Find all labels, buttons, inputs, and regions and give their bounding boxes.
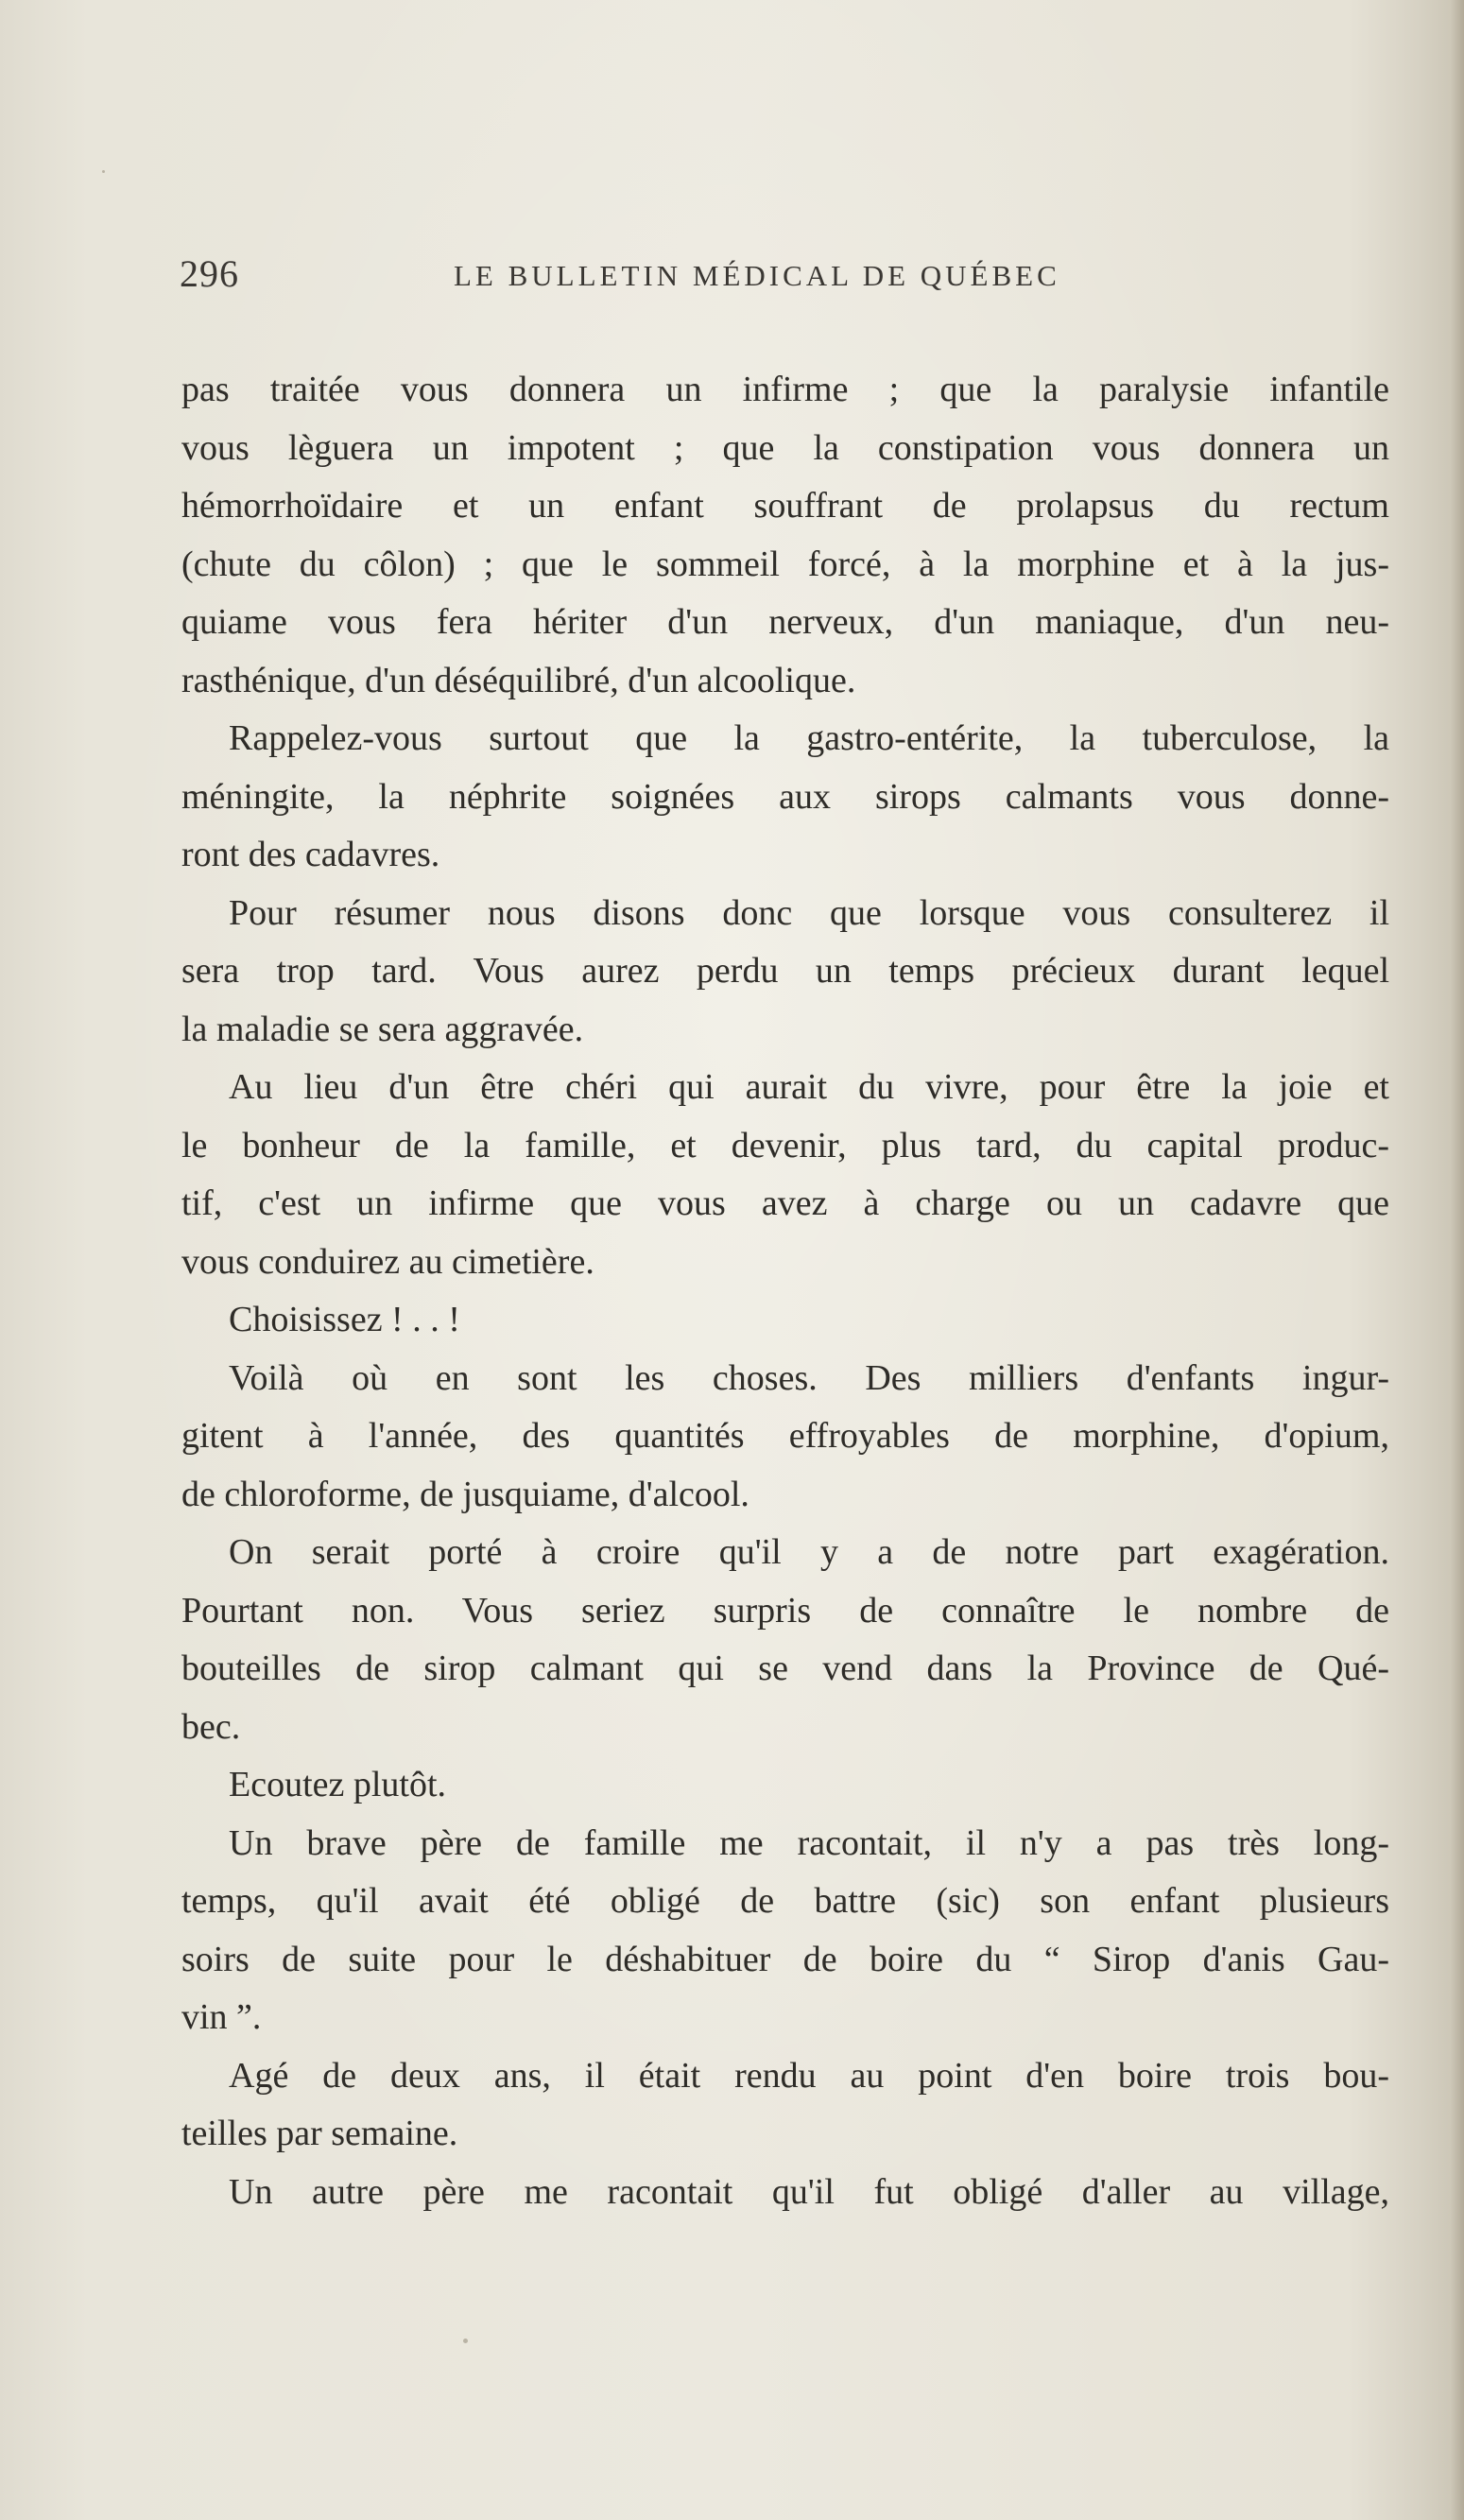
text-line: bouteilles de sirop calmant qui se vend dans la Province de Qué- [181, 1648, 1389, 1688]
text-line: Pourtant non. Vous seriez surpris de connaître le nombre de [181, 1590, 1389, 1631]
text-line: On serait porté à croire qu'il y a de notre part exagération. [229, 1532, 1389, 1572]
text-line: méningite, la néphrite soignées aux sirops calmants vous donne- [181, 776, 1389, 817]
text-line: temps, qu'il avait été obligé de battre (sic) son enfant plusieurs [181, 1881, 1389, 1921]
running-title: LE BULLETIN MÉDICAL DE QUÉBEC [454, 259, 1060, 292]
text-line: le bonheur de la famille, et devenir, plus tard, du capital produc- [181, 1125, 1389, 1165]
page-number: 296 [180, 252, 239, 295]
text-line: Pour résumer nous disons donc que lorsque vous consulterez il [229, 892, 1389, 933]
text-line: Au lieu d'un être chéri qui aurait du vivre, pour être la joie et [229, 1067, 1389, 1107]
text-line: hémorrhoïdaire et un enfant souffrant de prolapsus du rectum [181, 486, 1389, 526]
text-line: soirs de suite pour le déshabituer de boire du “ Sirop d'anis Gau- [181, 1939, 1389, 1979]
text-line: tif, c'est un infirme que vous avez à charge ou un cadavre que [181, 1183, 1389, 1223]
text-line: Agé de deux ans, il était rendu au point d'en boire trois bou- [229, 2055, 1389, 2096]
text-line: (chute du côlon) ; que le sommeil forcé, à la morphine et à la jus- [181, 544, 1389, 584]
text-line: Choisissez ! . . ! [229, 1300, 460, 1339]
text-line: quiame vous fera hériter d'un nerveux, d'un maniaque, d'un neu- [181, 602, 1389, 642]
text-line: Un brave père de famille me racontait, il n'y a pas très long- [229, 1822, 1389, 1863]
body-text [181, 361, 1389, 2221]
text-line: rasthénique, d'un déséquilibré, d'un alcoolique. [181, 660, 856, 700]
text-line: de chloroforme, de jusquiame, d'alcool. [181, 1474, 749, 1514]
text-line: vous lèguera un impotent ; que la constipation vous donnera un [181, 427, 1389, 468]
paper-speck [463, 2339, 468, 2343]
paper-speck [102, 170, 105, 173]
text-line: pas traitée vous donnera un infirme ; que la paralysie infantile [181, 370, 1389, 409]
text-line: Ecoutez plutôt. [229, 1765, 447, 1804]
text-line: teilles par semaine. [181, 2114, 458, 2153]
text-line: vin ”. [181, 1997, 262, 2037]
text-line: la maladie se sera aggravée. [181, 1009, 584, 1049]
text-line: bec. [181, 1706, 241, 1747]
page-header [180, 251, 1394, 308]
text-line: sera trop tard. Vous aurez perdu un temps précieux durant lequel [181, 951, 1389, 991]
text-line: vous conduirez au cimetière. [181, 1241, 594, 1282]
text-line: Rappelez-vous surtout que la gastro-entérite, la tuberculose, la [229, 718, 1389, 758]
text-line: ront des cadavres. [181, 835, 440, 874]
text-line: Voilà où en sont les choses. Des milliers d'enfants ingur- [229, 1357, 1389, 1398]
text-line: gitent à l'année, des quantités effroyables de morphine, d'opium, [181, 1416, 1389, 1456]
text-line: Un autre père me racontait qu'il fut obligé d'aller au village, [229, 2171, 1389, 2212]
